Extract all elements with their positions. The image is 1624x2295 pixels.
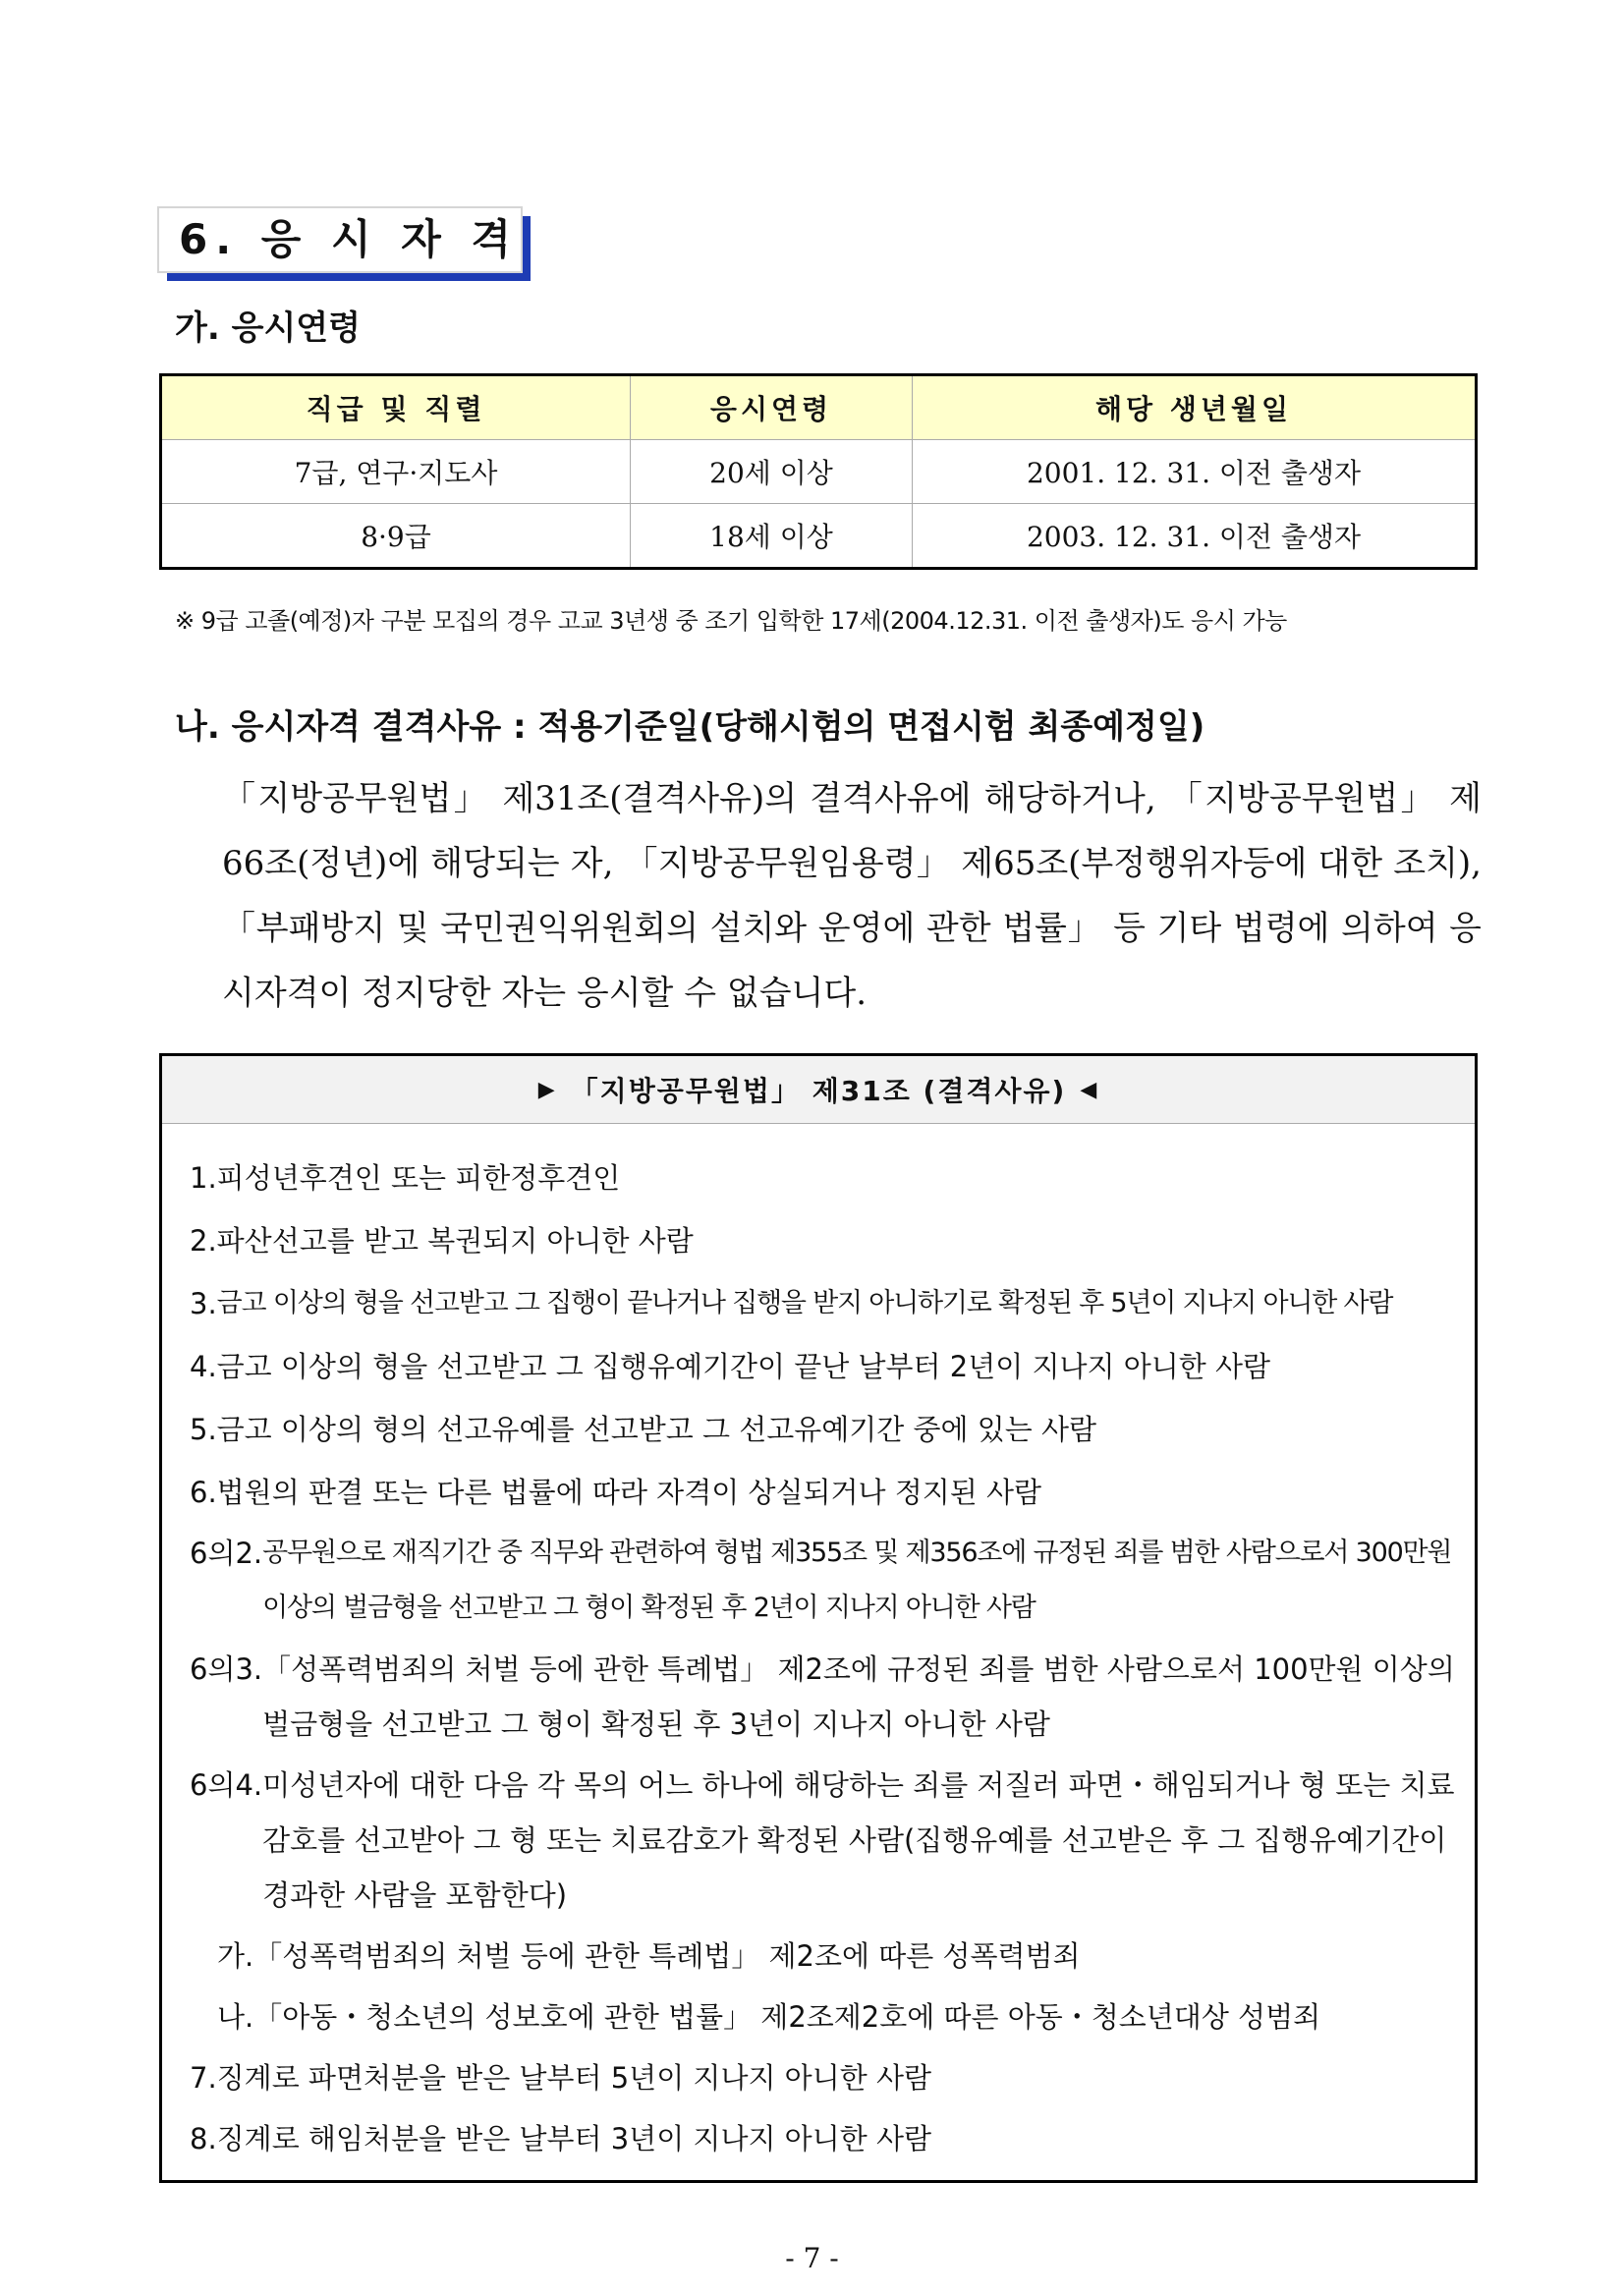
item-number: 2. [190, 1224, 217, 1258]
column-header: 응시연령 [631, 375, 913, 440]
section-title-shadow [167, 273, 531, 281]
disqualification-heading: 나. 응시자격 결격사유 : 적용기준일(당해시험의 면접시험 최종예정일) [175, 707, 1205, 747]
item-number: 6의3. [190, 1652, 263, 1686]
list-item [190, 1526, 1457, 1636]
list-item [190, 1402, 1457, 1457]
table-cell: 2003. 12. 31. 이전 출생자 [913, 504, 1477, 569]
column-header: 직급 및 직렬 [161, 375, 631, 440]
triangle-right-icon: ▶ [537, 1077, 557, 1102]
triangle-left-icon: ◀ [1080, 1077, 1099, 1102]
column-header: 해당 생년월일 [913, 375, 1477, 440]
list-item [190, 1213, 1457, 1268]
item-number: 가. [217, 1939, 254, 1973]
age-heading: 가. 응시연령 [175, 308, 361, 348]
list-item [190, 1150, 1457, 1205]
item-text: 「아동・청소년의 성보호에 관한 법률」 제2조제2호에 따른 아동・청소년대상 성범죄 [253, 2000, 1321, 2034]
list-item [190, 1642, 1457, 1752]
item-text: 공무원으로 재직기간 중 직무와 관련하여 형법 제355조 및 제356조에 규정된 죄를 범한 사람으로서 300만원 이상의 벌금형을 선고받고 그 형이 확정된 후 2년이 지나지 아니한 사람 [262, 1538, 1452, 1623]
table-header-row [161, 375, 1477, 440]
item-text: 「성폭력범죄의 처벌 등에 관한 특례법」 제2조에 따른 성폭력범죄 [253, 1939, 1081, 1973]
law-excerpt-box [159, 1053, 1478, 2183]
item-number: 6의4. [190, 1768, 263, 1802]
item-number: 4. [190, 1350, 217, 1383]
item-text: 「성폭력범죄의 처벌 등에 관한 특례법」 제2조에 규정된 죄를 범한 사람으로서 100만원 이상의 벌금형을 선고받고 그 형이 확정된 후 3년이 지나지 아니한 사람 [262, 1652, 1455, 1741]
item-text: 금고 이상의 형을 선고받고 그 집행이 끝나거나 집행을 받지 아니하기로 확정된 후 5년이 지나지 아니한 사람 [216, 1288, 1393, 1318]
table-cell: 8·9급 [161, 504, 631, 569]
item-text: 법원의 판결 또는 다른 법률에 따라 자격이 상실되거나 정지된 사람 [216, 1476, 1042, 1509]
item-text: 피성년후견인 또는 피한정후견인 [216, 1161, 621, 1195]
list-item [190, 1929, 1457, 1984]
table-cell: 7급, 연구·지도사 [161, 440, 631, 504]
list-item [190, 1339, 1457, 1394]
table-row [161, 440, 1477, 504]
item-number: 7. [190, 2061, 217, 2095]
disqualification-paragraph: 「지방공무원법」 제31조(결격사유)의 결격사유에 해당하거나, 「지방공무원법」 제66조(정년)에 해당되는 자, 「지방공무원임용령」 제65조(부정행위자등에 대한 조치), 「부패방지 및 국민권익위원회의 설치와 운영에 관한 법률」 등 기타 법령에 의하여 응시자격이 정지당한 자는 응시할 수 없습니다. [222, 779, 1482, 1013]
section-title-shadow [523, 216, 531, 281]
list-item [190, 1465, 1457, 1520]
item-number: 1. [190, 1161, 217, 1195]
item-text: 징계로 해임처분을 받은 날부터 3년이 지나지 아니한 사람 [216, 2122, 931, 2155]
item-number: 3. [190, 1287, 217, 1320]
item-text: 미성년자에 대한 다음 각 목의 어느 하나에 해당하는 죄를 저질러 파면・해임되거나 형 또는 치료감호를 선고받아 그 형 또는 치료감호가 확정된 사람(집행유예를 선고받은 후 그 집행유예기간이 경과한 사람을 포함한다) [262, 1768, 1455, 1912]
table-cell: 18세 이상 [631, 504, 913, 569]
list-item [190, 1276, 1457, 1331]
item-text: 금고 이상의 형의 선고유예를 선고받고 그 선고유예기간 중에 있는 사람 [216, 1413, 1097, 1446]
item-number: 6의2. [190, 1537, 263, 1570]
list-item [190, 2111, 1457, 2166]
age-table [159, 373, 1478, 570]
table-cell: 2001. 12. 31. 이전 출생자 [913, 440, 1477, 504]
item-number: 6. [190, 1476, 217, 1509]
item-text: 징계로 파면처분을 받은 날부터 5년이 지나지 아니한 사람 [216, 2061, 931, 2095]
list-item [190, 2050, 1457, 2105]
page-number: - 7 - [785, 2242, 839, 2274]
item-number: 8. [190, 2122, 217, 2155]
item-text: 금고 이상의 형을 선고받고 그 집행유예기간이 끝난 날부터 2년이 지나지 아니한 사람 [216, 1350, 1271, 1383]
item-number: 5. [190, 1413, 217, 1446]
table-row [161, 504, 1477, 569]
law-item-list [190, 1150, 1457, 2166]
list-item [190, 1758, 1457, 1923]
item-number: 나. [217, 2000, 254, 2034]
table-cell: 20세 이상 [631, 440, 913, 504]
item-text: 파산선고를 받고 복권되지 아니한 사람 [216, 1224, 694, 1258]
law-box-title: 「지방공무원법」 제31조 (결격사유) [570, 1075, 1067, 1107]
list-item [190, 1989, 1457, 2044]
law-box-header [162, 1056, 1475, 1124]
age-note: ※ 9급 고졸(예정)자 구분 모집의 경우 고교 3년생 중 조기 입학한 17세(2004.12.31. 이전 출생자)도 응시 가능 [175, 607, 1287, 635]
section-title: 6. 응 시 자 격 [179, 215, 519, 263]
